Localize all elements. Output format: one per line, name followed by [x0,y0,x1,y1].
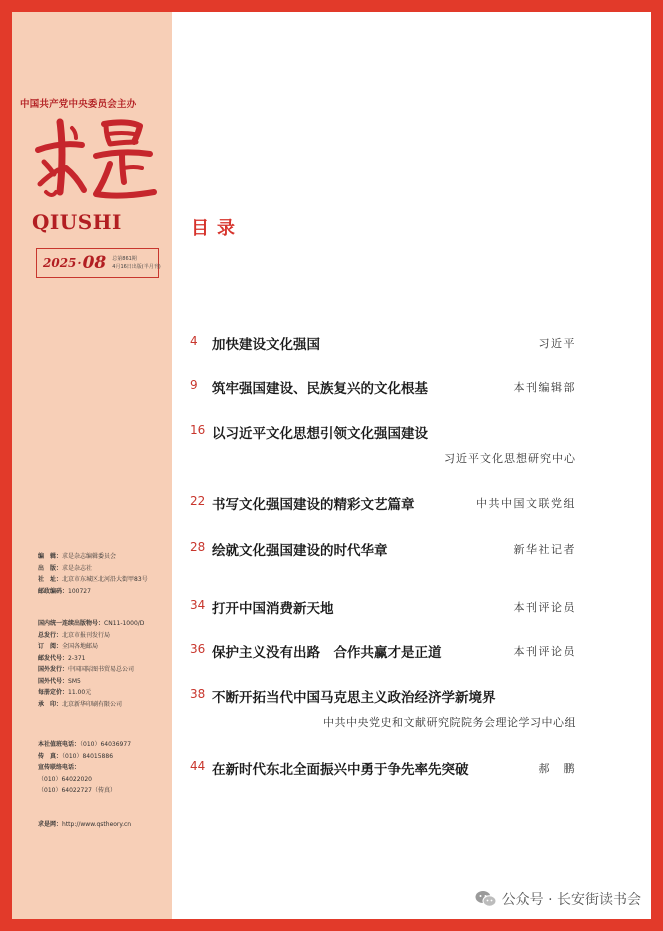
website-link[interactable]: http://www.qstheory.cn [62,821,132,828]
wechat-icon [475,890,497,908]
info-line: 总发行：北京市报刊发行局 [38,631,111,639]
frame-top [0,0,663,12]
sponsor-line: 中国共产党中央委员会主办 [20,99,137,110]
info-line: 编 辑：求是杂志编辑委员会 [38,553,117,560]
info-line: （010）64022727（传真） [38,787,116,794]
issue-separator: · [77,256,82,270]
logo-en: QIUSHI [32,210,122,234]
info-line: 承 印：北京新华印刷有限公司 [38,700,123,708]
info-line: 国内统一连续出版物号：CN11-1000/D [38,620,145,627]
info-block-editorial [38,551,148,597]
issue-meta [112,255,160,271]
toc-item[interactable] [190,491,580,515]
toc-page-number: 22 [190,494,206,508]
toc-article-title: 保护主义没有出路 合作共赢才是正道 [212,645,442,661]
toc-article-title: 书写文化强国建设的精彩文艺篇章 [212,497,415,513]
toc-item[interactable] [190,756,580,780]
info-line: 邮发代号：2-371 [38,654,86,662]
issue-date: 4月16日出版(半月刊) [112,264,161,270]
toc-item[interactable] [190,639,580,663]
toc-item[interactable] [190,537,580,561]
info-line: 国外代号：SM5 [38,677,81,685]
info-line: 订 阅：全国各地邮局 [38,643,99,650]
toc-author: 习近平 [538,337,576,350]
toc-item[interactable] [190,684,580,729]
info-line: 传 真：（010）84015886 [38,752,114,760]
toc-author: 新华社记者 [513,543,576,556]
toc-page-number: 28 [190,540,206,554]
frame-right [651,0,663,931]
watermark [475,889,641,909]
qiushi-logo [30,112,160,204]
info-line: 出 版：求是杂志社 [38,564,93,572]
toc-author: 郝 鹏 [538,762,576,775]
issue-year: 2025 [43,256,77,270]
info-line: 每册定价：11.00元 [38,689,92,696]
toc-item[interactable] [190,595,580,619]
toc-author: 本刊评论员 [513,645,576,658]
info-website: 求是网：http://www.qstheory.cn [38,821,132,828]
toc-page-number: 38 [190,687,206,701]
toc-page-number: 9 [190,378,198,392]
toc-article-title: 绘就文化强国建设的时代华章 [212,543,388,559]
frame-left [0,0,12,931]
info-line: 邮政编码：100727 [38,587,91,595]
toc-article-title: 筑牢强国建设、民族复兴的文化根基 [212,381,428,397]
toc-page-number: 4 [190,334,198,348]
toc-page-number: 44 [190,759,206,773]
toc-author: 本刊编辑部 [513,381,576,394]
frame-bottom [0,919,663,931]
watermark-text: 公众号 · 长安街读书会 [501,892,641,908]
toc-author: 本刊评论员 [513,601,576,614]
info-line: 宣传联络电话： [38,764,81,771]
toc-page-number: 36 [190,642,206,656]
info-block-contact [38,739,131,797]
info-line: 社 址：北京市东城区北河沿大街甲83号 [38,576,148,583]
toc-page-number: 16 [190,423,206,437]
toc-article-title: 以习近平文化思想引领文化强国建设 [212,426,428,442]
toc-title: 目录 [191,218,243,239]
info-line: 本社值班电话：（010）64036977 [38,741,132,748]
issue-box [36,248,159,278]
toc-article-title: 不断开拓当代中国马克思主义政治经济学新境界 [212,690,496,706]
toc-page-number: 34 [190,598,206,612]
info-line: 国外发行：中国国际图书贸易总公司 [38,666,135,673]
issue-number: 08 [82,253,107,273]
toc-item[interactable] [190,331,580,355]
issue-total: 总第861期 [112,256,137,262]
toc-item[interactable] [190,375,580,399]
toc-article-title: 加快建设文化强国 [212,337,320,353]
toc-article-title: 打开中国消费新天地 [212,601,334,617]
toc-article-title: 在新时代东北全面振兴中勇于争先率先突破 [212,762,469,778]
info-line: （010）64022020 [38,775,92,783]
info-block-distribution [38,618,144,710]
toc-author: 习近平文化思想研究中心 [444,452,576,465]
toc-author: 中共中国文联党组 [476,497,576,510]
toc-author: 中共中央党史和文献研究院院务会理论学习中心组 [323,716,576,729]
toc-item[interactable] [190,420,580,465]
